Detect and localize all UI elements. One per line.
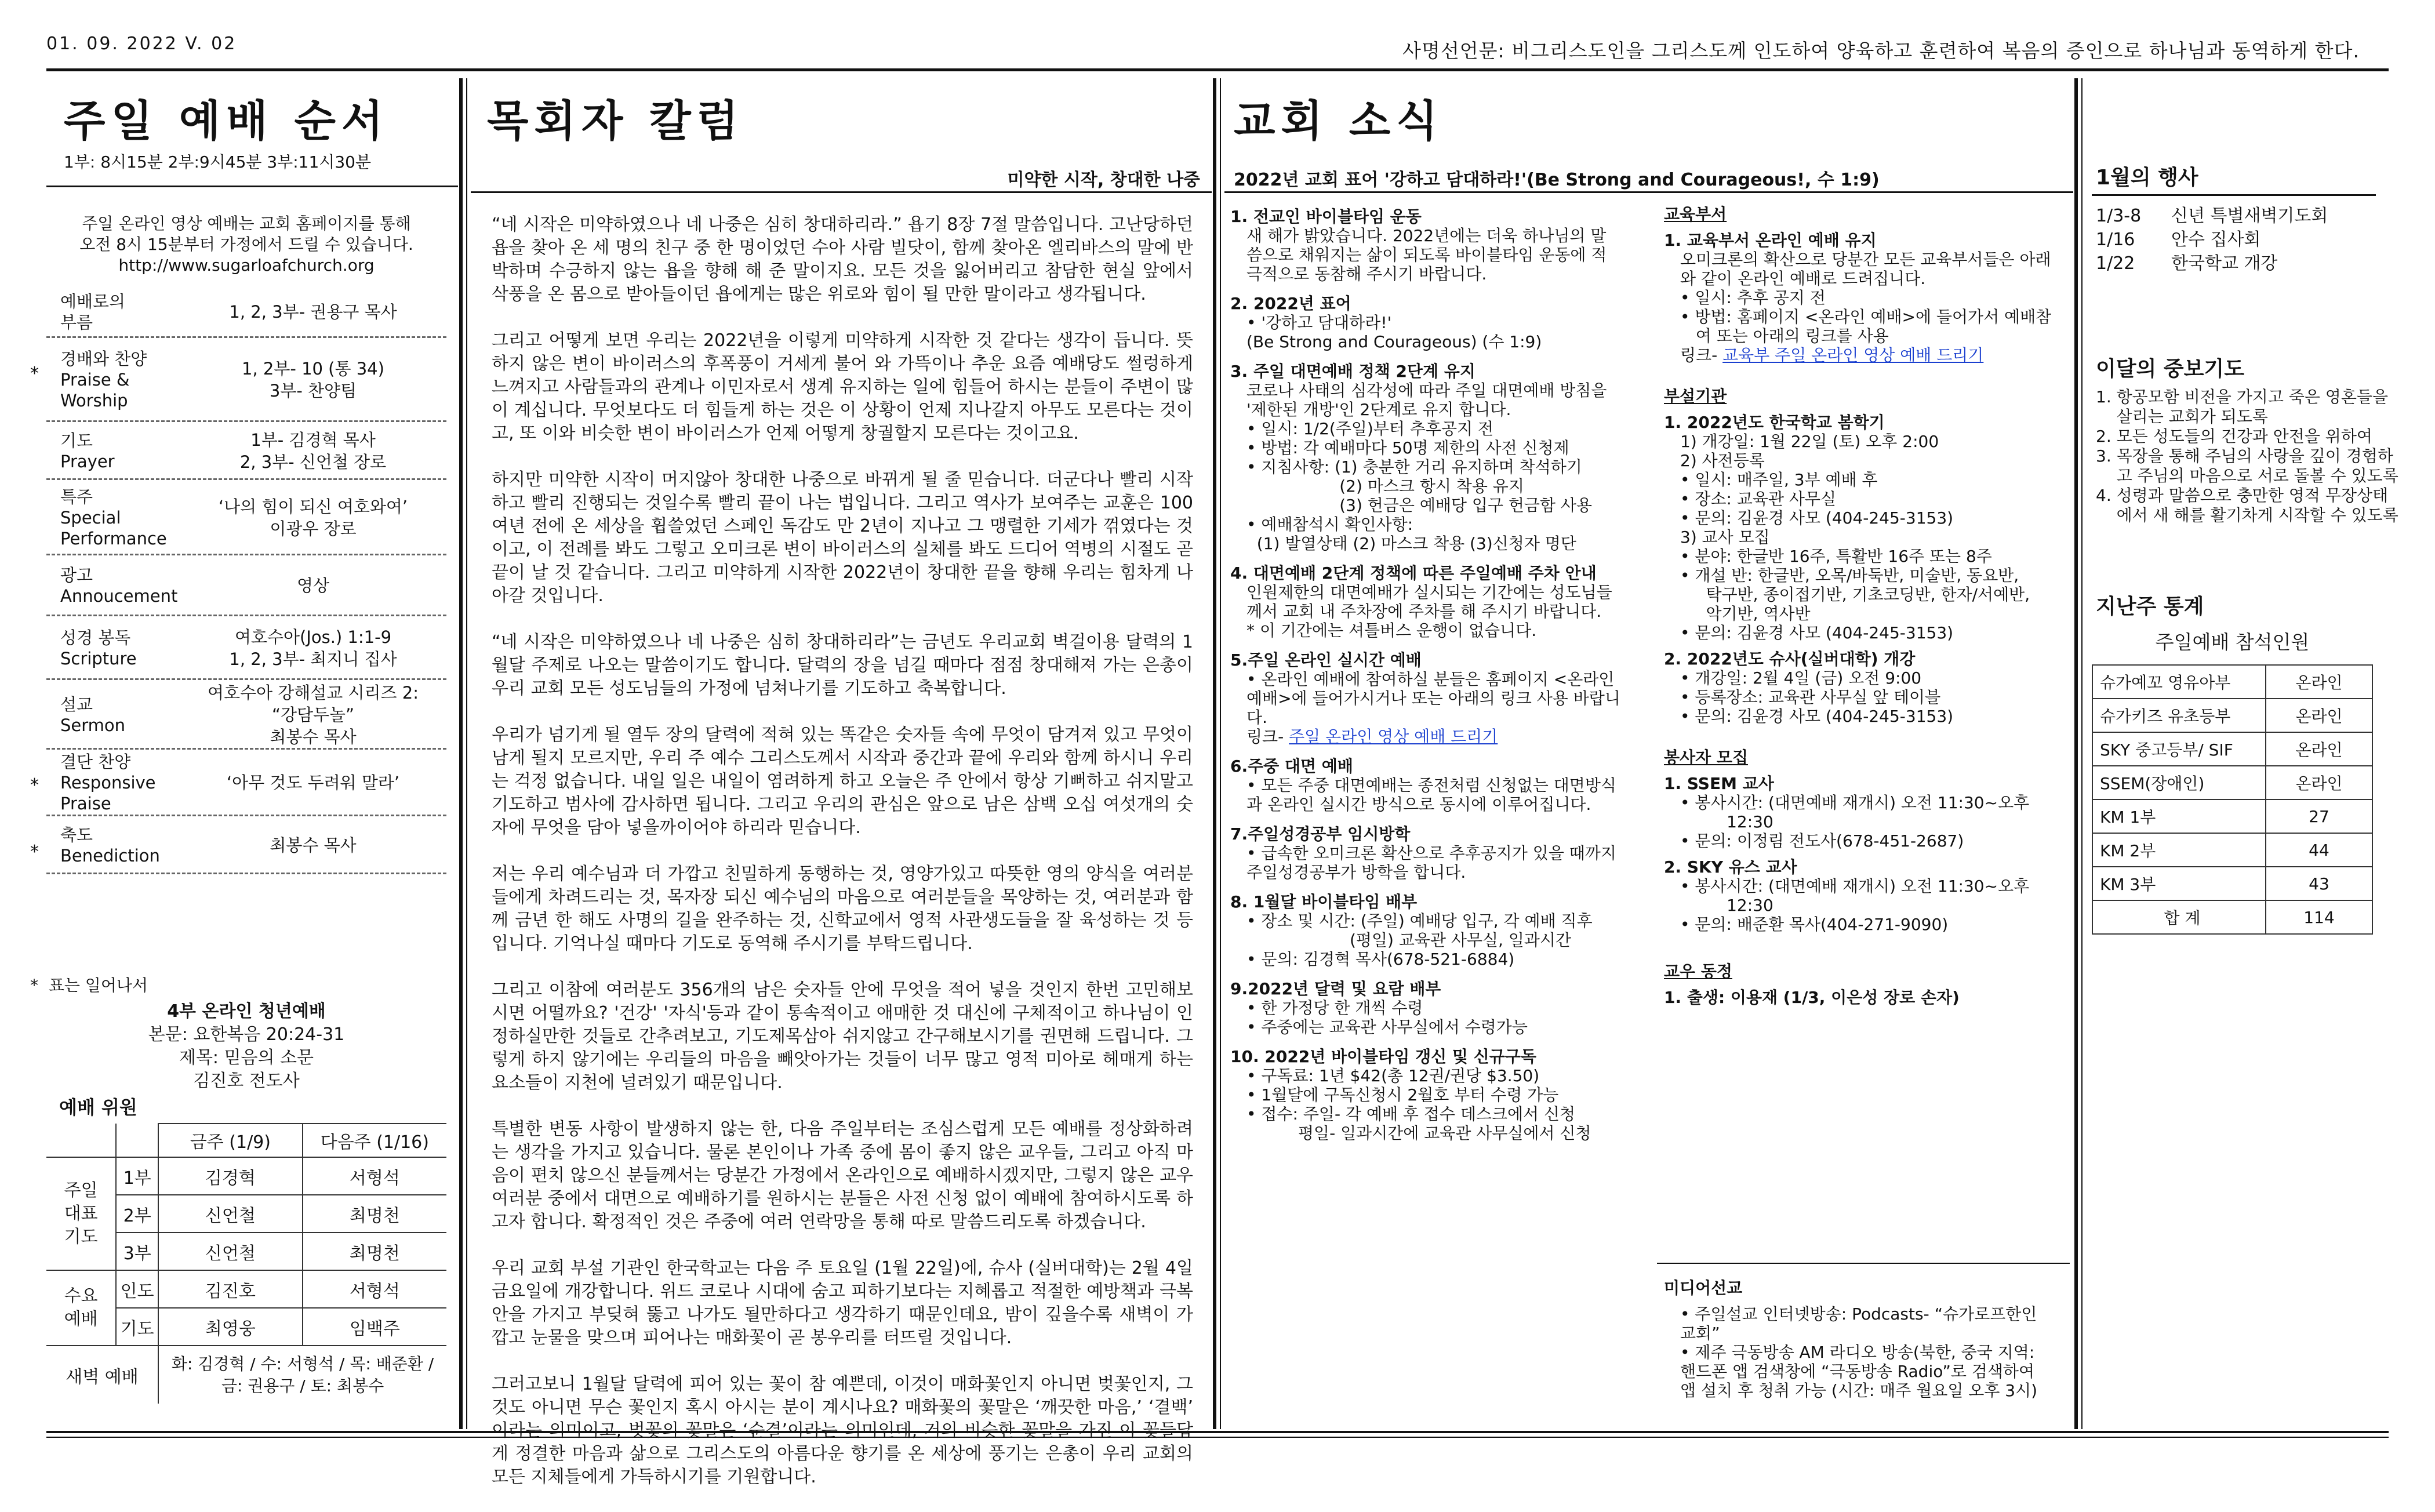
text-line: 앱 설치 후 청취 가능 (시간: 매주 월요일 오후 3시) (1680, 1381, 2038, 1400)
text-line: 과 온라인 실시간 방식으로 동시에 이루어집니다. (1246, 795, 1591, 814)
event-text: 한국학교 개강 (2171, 253, 2278, 274)
committee-table (46, 1123, 446, 1404)
stand-note (30, 973, 148, 996)
news-right (1664, 200, 2070, 1007)
media-title: 미디어선교 (1664, 1278, 1743, 1297)
order-label-line: 설교 (60, 694, 93, 714)
order-label (60, 291, 125, 333)
news-item-heading: 7.주일성경공부 임시방학 (1230, 824, 1411, 844)
order-label-line: Scripture (60, 648, 137, 668)
column-divider-thin (466, 78, 467, 1429)
online-notice (46, 213, 446, 276)
stats-label: SKY 중고등부/ SIF (2092, 732, 2266, 766)
news-section-title: 교육부서 (1664, 205, 1727, 224)
text-line: 오미크론의 확산으로 당분간 모든 교육부서들은 아래 (1680, 250, 2051, 269)
spacer (1230, 640, 1653, 644)
event-text: 안수 집사회 (2171, 230, 2261, 250)
stats-label: SSEM(장애인) (2092, 766, 2266, 799)
news-title: 교회 소식 (1234, 96, 1444, 146)
spacer (1230, 553, 1653, 557)
order-row (46, 751, 446, 816)
column-subtitle: 미약한 시작, 창대한 나중 (1007, 170, 1200, 190)
committee-part: 3부 (116, 1233, 158, 1270)
committee-cell: 서형석 (303, 1157, 446, 1195)
order-value (191, 682, 435, 748)
church-motto: 2022년 교회 표어 '강하고 담대하라!'(Be Strong and Courageous!, 수 1:9) (1234, 170, 1880, 190)
order-label-line: Sermon (60, 715, 126, 735)
news-item-heading: 1. 교육부서 온라인 예배 유지 (1664, 231, 1877, 250)
order-label-line: Performance (60, 528, 167, 548)
events-list (2096, 204, 2374, 275)
order-value-line: “강담두놀” (271, 704, 355, 725)
stats-row (2092, 732, 2372, 766)
order-value-line: 1, 2, 3부- 권용구 목사 (229, 301, 397, 322)
committee-part: 1부 (116, 1157, 158, 1195)
youth-worship-preacher: 김진호 전도사 (193, 1071, 300, 1091)
order-label-line: Worship (60, 391, 128, 410)
spacer (1230, 1037, 1653, 1040)
link-label: 링크- (1246, 727, 1289, 746)
text-line: 새 해가 밝았습니다. 2022년에는 더욱 하나님의 말 (1246, 226, 1607, 245)
star-mark: * (30, 364, 39, 384)
column-divider (2074, 78, 2078, 1429)
online-notice-line: 주일 온라인 영상 예배는 교회 홈페이지를 통해 (82, 214, 411, 233)
stand-note-text: 표는 일어나서 (48, 976, 148, 995)
text-line: 2) 사전등록 (1680, 451, 1765, 470)
spacer (1664, 934, 2070, 957)
order-label-line: 성경 봉독 (60, 627, 131, 648)
text-line: 주일성경공부가 방학을 합니다. (1246, 863, 1466, 882)
spacer (1230, 746, 1653, 750)
bullet-item: • 등록장소: 교육관 사무실 앞 테이블 (1664, 688, 2070, 707)
stats-value: 온라인 (2266, 766, 2372, 799)
order-label (60, 348, 147, 411)
prayer-line: 에서 새 해를 활기차게 시작할 수 있도록 (2096, 506, 2398, 525)
order-value-line: 1부- 김경혁 목사 (250, 430, 376, 450)
order-value-line: 최봉수 목사 (270, 726, 357, 747)
column-body (492, 213, 1193, 1512)
bullet-item: • 제주 극동방송 AM 라디오 방송(북한, 중국 지역: (1664, 1343, 2070, 1362)
stats-value: 온라인 (2266, 665, 2372, 699)
stats-label: KM 2부 (2092, 833, 2266, 867)
bullet-item: • 문의: 김윤경 사모 (404-245-3153) (1664, 508, 2070, 528)
order-label-line: Praise & (60, 370, 130, 390)
bullet-item: • 장소 및 시간: (주일) 예배당 입구, 각 예배 직후 (1230, 911, 1653, 931)
order-label-line: 특주 (60, 486, 93, 507)
event-date: 1/16 (2096, 230, 2135, 250)
news-left (1230, 200, 1653, 1146)
link-line (1664, 346, 2070, 365)
text-line: 12:30 (1680, 812, 1773, 831)
news-item-heading: 10. 2022년 바이블타임 갱신 및 신규구독 (1230, 1047, 1536, 1066)
order-value-line: 2, 3부- 신언철 장로 (239, 452, 387, 472)
order-label-line: Prayer (60, 451, 115, 471)
event-date: 1/22 (2096, 253, 2135, 274)
news-item-heading: 1. SSEM 교사 (1664, 774, 1774, 793)
column-paragraph: 그리고 이참에 여러분도 356개의 남은 숫자들 안에 무엇을 적어 넣을 것인지 한번 고민해보시면 어떨까요? '건강' '자식'등과 같이 통속적이고 애매한 것 대신에 구체적이고 하나님이 인정하실만한 것들로 간추려보고, 기도제목삼아 쉬지않고 간구해보시기를 권면해 드립니다. 그렇게 하지 않기에는 우리들의 마음을 빼앗아가는 것들이 너무 많고 영적 미아로 헤매게 하는 요소들이 지천에 널려있기 때문입니다. (492, 980, 1193, 1093)
bullet-item: • 온라인 예배에 참여하실 분들은 홈페이지 <온라인 (1230, 670, 1653, 689)
bullet-item: • 주중에는 교육관 사무실에서 수령가능 (1230, 1017, 1653, 1037)
committee-group: 주일 대표 기도 (46, 1157, 116, 1270)
committee-cell: 최명천 (303, 1233, 446, 1270)
stats-value: 온라인 (2266, 699, 2372, 732)
event-text: 신년 특별새벽기도회 (2171, 206, 2328, 226)
order-value-line: 1, 2, 3부- 최지니 집사 (229, 649, 397, 669)
column-divider (1213, 78, 1216, 1429)
news-item-heading: 2. 2022년도 슈사(실버대학) 개강 (1664, 649, 1916, 668)
online-worship-link[interactable]: 주일 온라인 영상 예배 드리기 (1289, 727, 1498, 746)
bullet-item: • 모든 주중 대면예배는 종전처럼 신청없는 대면방식 (1230, 776, 1653, 795)
link-label: 링크- (1680, 346, 1723, 365)
order-value-line: 여호수아(Jos.) 1:1-9 (234, 627, 392, 647)
committee-title: 예배 위원 (59, 1096, 137, 1118)
committee-cell: 최명천 (303, 1195, 446, 1233)
spacer (1230, 284, 1653, 287)
order-value-line: 최봉수 목사 (270, 835, 357, 855)
youth-worship-title: 4부 온라인 청년예배 (167, 1001, 326, 1022)
committee-part: 2부 (116, 1195, 158, 1233)
order-value-line: 이광우 장로 (270, 518, 357, 539)
stats-value: 온라인 (2266, 732, 2372, 766)
event-date: 1/3-8 (2096, 206, 2142, 226)
committee-cell: 김경혁 (158, 1157, 303, 1195)
stats-row (2092, 766, 2372, 799)
column-rule (471, 191, 1212, 193)
order-label (60, 824, 160, 866)
order-label-line: 기도 (60, 430, 93, 450)
text-line: 와 같이 온라인 예배로 드려집니다. (1680, 269, 1926, 288)
spacer (1664, 726, 2070, 743)
youth-worship-subject: 제목: 믿음의 소문 (179, 1048, 314, 1068)
prayer-line: 1. 항공모함 비전을 가지고 죽은 영혼들을 (2096, 387, 2388, 406)
bottom-rule-thin (46, 1437, 2389, 1438)
order-label-line: Praise (60, 794, 111, 813)
order-value-line: ‘아무 것도 두려워 말라’ (226, 773, 400, 793)
stats-row (2092, 833, 2372, 867)
spacer (1230, 351, 1653, 355)
order-label-line: 경배와 찬양 (60, 349, 147, 369)
text-line: (1) 발열상태 (2) 마스크 착용 (3)신청자 명단 (1246, 534, 1576, 553)
online-notice-line: 오전 8시 15분부터 가정에서 드릴 수 있습니다. (79, 235, 413, 254)
bullet-item: • 접수: 주일- 각 예배 후 접수 데스크에서 신청 (1230, 1104, 1653, 1124)
bullet-item: • 지침사항: (1) 충분한 거리 유지하며 착석하기 (1230, 457, 1653, 477)
committee-cell: 최영웅 (158, 1308, 303, 1346)
text-line: 교회” (1680, 1324, 1720, 1343)
stats-label: 합 계 (2092, 900, 2266, 934)
stats-title: 지난주 통계 (2096, 595, 2204, 619)
dawn-label: 새벽 예배 (46, 1346, 158, 1404)
bullet-item: • 문의: 김경혁 목사(678-521-6884) (1230, 950, 1653, 969)
order-value-line: 영상 (296, 576, 330, 595)
order-label (60, 486, 167, 549)
text-line: (3) 헌금은 예배당 입구 헌금함 사용 (1246, 496, 1592, 515)
news-section-title: 교우 동정 (1664, 962, 1732, 981)
church-website-link[interactable]: http://www.sugarloafchurch.org (118, 256, 375, 275)
text-line: 다. (1246, 708, 1267, 727)
stats-subtitle: 주일예배 참석인원 (2155, 631, 2310, 653)
prayer-line: 살리는 교회가 되도록 (2096, 407, 2268, 426)
text-line: 코로나 사태의 심각성에 따라 주일 대면예배 방침을 (1246, 381, 1607, 400)
order-row (46, 339, 446, 422)
column-paragraph: 하지만 미약한 시작이 머지않아 창대한 나중으로 바뀌게 될 줄 믿습니다. 더군다나 빨리 시작하고 빨리 진행되는 것일수록 빨리 끝이 나는 법입니다. 그리고 역사가 보여주는 교훈은 100여년 전에 온 세상을 휩쓸었던 스페인 독감도 만 2년이 지나고 그 맹렬한 기세가 꺾였다는 것이고, 이 전례를 봐도 그렇고 오미크론 변이 바이러스의 실체를 봐도 드디어 역병의 시절도 곧 끝이 날 것 같습니다. 그리고 미약하게 시작한 2022년이 창대한 끝을 향해 우리는 힘차게 나아갈 것입니다. (492, 470, 1193, 606)
event-row (2096, 204, 2374, 228)
spacer (1230, 882, 1653, 885)
worship-rule (46, 186, 458, 187)
news-item-heading: 4. 대면예배 2단계 정책에 따른 주일예배 주차 안내 (1230, 564, 1597, 583)
stats-value: 43 (2266, 867, 2372, 900)
column-divider (459, 78, 463, 1429)
mission-statement: 사명선언문: 비그리스도인을 그리스도께 인도하여 양육하고 훈련하여 복음의 증인으로 하나님과 동역하게 한다. (1402, 39, 2360, 62)
text-line: 악기반, 역사반 (1680, 604, 1811, 623)
order-label-line: Responsive (60, 773, 156, 793)
order-value (191, 358, 435, 402)
dawn-line: 금: 권용구 / 토: 최봉수 (221, 1376, 384, 1395)
text-line: 인원제한의 대면예배가 실시되는 기간에는 성도님들 (1246, 583, 1612, 602)
order-label-line: Benediction (60, 845, 160, 866)
order-value (191, 301, 435, 323)
column-paragraph: 그러고보니 1월달 달력에 피어 있는 꽃이 참 예쁜데, 이것이 매화꽃인지 아니면 벚꽃인지, 그것도 아니면 무슨 꽃인지 혹시 아시는 분이 계시나요? 매화꽃의 꽃말은 ‘깨끗한 마음,’ ‘결백’ 이라는 의미이고, 벚꽃의 꽃말은 ‘순결’이라는 의미인데, 거의 비슷한 꽃말을 가진 이 꽃들답게 정결한 마음과 삶으로 그리스도의 아름다운 향기를 온 세상에 풍기는 은총이 우리 교회의 모든 지체들에게 가득하시기를 기원합니다. (492, 1374, 1193, 1487)
bullet-item: • 예배참석시 확인사항: (1230, 515, 1653, 534)
event-row (2096, 228, 2374, 252)
order-value-line: 1, 2부- 10 (통 34) (242, 359, 384, 379)
link-line (1230, 727, 1653, 746)
order-row (46, 423, 446, 480)
bullet-item: • 문의: 이정림 전도사(678-451-2687) (1664, 831, 2070, 850)
order-label (60, 751, 156, 814)
column-paragraph: 우리가 넘기게 될 열두 장의 달력에 적혀 있는 똑같은 숫자들 속에 무엇이 담겨져 있고 무엇이 남게 될지 모르지만, 우리 주 예수 그리스도께서 시작과 중간과 끝에 우리와 함께 하시니 우리는 걱정 없습니다. 내일 일은 내일이 염려하게 하고 오늘은 주 안에서 항상 기뻐하고 쉬지말고 기도하고 범사에 감사하면 됩니다. 그리고 우리의 관심은 앞으로 남은 삼백 오십 여섯개의 숫자에 무엇을 담아 넣을까이어야 하리라 믿습니다. (492, 725, 1193, 838)
text-line: * 이 기간에는 셔틀버스 운행이 없습니다. (1246, 621, 1537, 640)
order-label-line: Special (60, 507, 121, 528)
text-line: 3) 교사 모집 (1680, 528, 1770, 547)
bullet-item: • 방법: 홈페이지 <온라인 예배>에 들어가서 예배참 (1664, 307, 2070, 326)
online-worship-link[interactable]: 교육부 주일 온라인 영상 예배 드리기 (1722, 346, 1984, 365)
news-item-heading: 8. 1월달 바이블타임 배부 (1230, 892, 1418, 911)
news-item-heading: 2. SKY 유스 교사 (1664, 857, 1797, 877)
text-line: 씀으로 채워지는 삶이 되도록 바이블타임 운동에 적 (1246, 245, 1607, 264)
order-label-line: 축도 (60, 824, 93, 845)
spacer (1230, 969, 1653, 972)
news-item-heading: 1. 2022년도 한국학교 봄학기 (1664, 413, 1885, 432)
order-value (191, 626, 435, 670)
text-line: 여 또는 아래의 링크를 사용 (1680, 326, 1889, 346)
news-item-heading: 2. 2022년 표어 (1230, 294, 1351, 313)
stats-label: KM 1부 (2092, 799, 2266, 833)
committee-header: 금주 (1/9) (158, 1124, 303, 1157)
bullet-item: • 봉사시간: (대면예배 재개시) 오전 11:30~오후 (1664, 877, 2070, 896)
bullet-item: • 방법: 각 예배마다 50명 제한의 사전 신청제 (1230, 438, 1653, 457)
order-row (46, 617, 446, 680)
text-line: 극적으로 동참해 주시기 바랍니다. (1246, 264, 1487, 284)
bullet-item: • 문의: 김윤경 사모 (404-245-3153) (1664, 707, 2070, 726)
order-label-line: 부름 (60, 312, 93, 332)
bullet-item: • 개강일: 2월 4일 (금) 오전 9:00 (1664, 668, 2070, 688)
committee-cell: 신언철 (158, 1233, 303, 1270)
stats-label: 슈가키즈 유초등부 (2092, 699, 2266, 732)
text-line: 1) 개강일: 1월 22일 (토) 오후 2:00 (1680, 432, 1939, 451)
committee-corner (46, 1124, 116, 1157)
order-row (46, 287, 446, 338)
order-label-line: 결단 찬양 (60, 752, 131, 772)
column-paragraph: 우리 교회 부설 기관인 한국학교는 다음 주 토요일 (1월 22일)에, 슈사 (실버대학)는 2월 4일 금요일에 개강합니다. 위드 코로나 시대에 숨고 피하기보다는 지혜롭고 적절한 예방책과 극복안을 가지고 부딪혀 뚫고 나가도 될만하다고 생각하기 때문인데요, 밤이 깊을수록 새벽이 가깝고 눈물을 맞으며 피어나는 매화꽃이 곧 봉우리를 터뜨릴 것입니다. (492, 1258, 1193, 1348)
bullet-item: • 봉사시간: (대면예배 재개시) 오전 11:30~오후 (1664, 793, 2070, 812)
worship-title: 주일 예배 순서 (64, 96, 389, 146)
committee-cell: 서형석 (303, 1270, 446, 1308)
bullet-item: • 문의: 김윤경 사모 (404-245-3153) (1664, 623, 2070, 642)
bullet-item: • 주일설교 인터넷방송: Podcasts- “슈가로프한인 (1664, 1304, 2070, 1324)
order-label-line: 광고 (60, 565, 93, 585)
bullet-item: • '강하고 담대하라!' (1230, 313, 1653, 332)
text-line: 탁구반, 종이접기반, 기초코딩반, 한자/서예반, (1680, 585, 2030, 604)
bullet-item: • 급속한 오미크론 확산으로 추후공지가 있을 때까지 (1230, 844, 1653, 863)
committee-part: 기도 (116, 1308, 158, 1346)
spacer (1664, 365, 2070, 382)
committee-cell: 신언철 (158, 1195, 303, 1233)
stats-row (2092, 665, 2372, 699)
column-paragraph: 특별한 변동 사항이 발생하지 않는 한, 다음 주일부터는 조심스럽게 모든 예배를 정상화하려는 생각을 가지고 있습니다. 물론 본인이나 가족 중에 몸이 좋지 않은 교우들, 그리고 아직 마음이 편치 않으신 분들께서는 당분간 가정에서 온라인으로 예배하시겠지만, 그렇지 않은 교우 여러분 중에서 대면으로 예배하기를 원하시는 분들은 사전 신청 없이 예배에 참여하시도록 하고자 합니다. 확정적인 것은 주중에 여러 연락망을 통해 따로 말씀드리도록 하겠습니다. (492, 1119, 1193, 1232)
bullet-item: • 분야: 한글반 16주, 특활반 16주 또는 8주 (1664, 547, 2070, 566)
column-paragraph: “네 시작은 미약하였으나 네 나중은 심히 창대하리라.” 욥기 8장 7절 말씀입니다. 고난당하던 욥을 찾아 온 세 명의 친구 중 한 명이었던 수아 사람 빌닷이, 함께 찾아온 엘리바스의 말에 반박하며 수긍하지 않는 욥을 향해 해 준 말이지요. 모든 것을 잃어버리고 참담한 현실 앞에서 삭풍을 온 몸으로 받아들이던 욥에게는 많은 위로와 힘이 될 만한 말이라고 생각됩니다. (492, 215, 1193, 304)
order-row (46, 817, 446, 874)
committee-part: 인도 (116, 1270, 158, 1308)
bullet-item: • 일시: 1/2(주일)부터 추후공지 전 (1230, 419, 1653, 438)
prayer-list (2096, 387, 2398, 525)
stats-label: 슈가예꼬 영유아부 (2092, 665, 2266, 699)
bullet-item: • 장소: 교육관 사무실 (1664, 489, 2070, 508)
order-label (60, 627, 137, 669)
events-title: 1월의 행사 (2096, 166, 2198, 190)
dawn-line: 화: 김경혁 / 수: 서형석 / 목: 배준환 / (171, 1354, 434, 1373)
dawn-schedule (158, 1346, 446, 1404)
star-mark: * (30, 775, 39, 795)
news-item-heading: 9.2022년 달력 및 요람 배부 (1230, 979, 1441, 998)
stats-value: 114 (2266, 900, 2372, 934)
prayer-title: 이달의 중보기도 (2096, 357, 2244, 381)
prayer-line: 3. 목장을 통해 주님의 사랑을 깊이 경험하 (2096, 446, 2393, 466)
media-rule (1657, 1263, 2070, 1264)
news-rule (1224, 191, 2073, 193)
committee-corner (116, 1124, 158, 1157)
order-value-line: ‘나의 힘이 되신 여호와여’ (218, 496, 408, 517)
text-line: 핸드폰 앱 검색창에 “극동방송 Radio”로 검색하여 (1680, 1362, 2035, 1381)
stats-table (2092, 664, 2373, 935)
column-divider-thin (1220, 78, 1221, 1429)
news-section-title: 부설기관 (1664, 387, 1727, 406)
committee-cell: 김진호 (158, 1270, 303, 1308)
bullet-item: • 개설 반: 한글반, 오목/바둑반, 미술반, 동요반, (1664, 566, 2070, 585)
order-row (46, 557, 446, 616)
spacer (1230, 1143, 1653, 1146)
order-label-line: 예배로의 (60, 291, 126, 311)
text-line: '제한된 개방'인 2단계로 유지 합니다. (1246, 400, 1511, 419)
stats-row (2092, 799, 2372, 833)
bullet-item: • 문의: 배준환 목사(404-271-9090) (1664, 915, 2070, 934)
bullet-item: • 한 가정당 한 개씩 수령 (1230, 998, 1653, 1017)
stats-row (2092, 699, 2372, 732)
prayer-line: 고 주님의 마음으로 서로 돌볼 수 있도록 (2096, 466, 2398, 485)
committee-group: 수요 예배 (46, 1270, 116, 1346)
event-row (2096, 252, 2374, 275)
prayer-line: 4. 성령과 말씀으로 충만한 영적 무장상태 (2096, 486, 2388, 505)
spacer (1230, 814, 1653, 817)
text-line: 께서 교회 내 주차장에 주차를 해 주시기 바랍니다. (1246, 602, 1602, 621)
order-value-line: 3부- 찬양팀 (269, 381, 357, 401)
text-line: 평일- 일과시간에 교육관 사무실에서 신청 (1246, 1124, 1591, 1143)
committee-cell: 임백주 (303, 1308, 446, 1346)
order-row (46, 481, 446, 555)
text-line: 예배>에 들어가시거나 또는 아래의 링크 사용 바랍니 (1246, 689, 1620, 708)
stats-label: KM 3부 (2092, 867, 2266, 900)
star-mark: * (30, 842, 39, 862)
order-value (191, 429, 435, 473)
column-paragraph: 그리고 어떻게 보면 우리는 2022년을 이렇게 미약하게 시작한 것 같다는 생각이 듭니다. 뜻하지 않은 변이 바이러스의 후폭풍이 거세게 불어 와 가뜩이나 추운 요즘 예배당도 썰렁하게 느껴지고 사람들과의 관계나 이민자로서 생계 유지하는 일에 힘들어 하시는 분들이 주변이 많이 계십니다. 무엇보다도 더 힘들게 하는 것은 이 상황이 언제 지나갈지 아무도 모른다는 것이고, 또 이와 비슷한 변이 바이러스가 언제 어떻게 창궐할지 모른다는 것이고요. (492, 330, 1193, 444)
order-value (191, 772, 435, 794)
prayer-line: 2. 모든 성도들의 건강과 안전을 위하여 (2096, 427, 2372, 446)
news-item-heading: 1. 출생: 이용재 (1/3, 이은성 장로 손자) (1664, 988, 1960, 1007)
column-title: 목회자 칼럼 (487, 96, 744, 146)
order-row (46, 681, 446, 750)
news-item-heading: 6.주중 대면 예배 (1230, 757, 1353, 776)
order-label-line: Annoucement (60, 586, 178, 606)
column-divider-thin (2081, 78, 2083, 1429)
order-value (191, 834, 435, 856)
bullet-item: • 일시: 추후 공지 전 (1664, 288, 2070, 307)
text-line: (2) 마스크 항시 착용 유지 (1246, 477, 1524, 496)
bullet-item: • 1월달에 구독신청시 2월호 부터 수령 가능 (1230, 1085, 1653, 1104)
news-section-title: 봉사자 모집 (1664, 748, 1748, 767)
edition-date: 01. 09. 2022 V. 02 (46, 34, 237, 54)
bottom-rule (46, 1431, 2389, 1433)
order-value-line: 여호수아 강해설교 시리즈 2: (207, 682, 419, 703)
text-line: 12:30 (1680, 896, 1773, 915)
media-list (1664, 1304, 2070, 1400)
text-line: (Be Strong and Courageous) (수 1:9) (1246, 332, 1542, 351)
committee-header: 다음주 (1/16) (303, 1124, 446, 1157)
stats-value: 44 (2266, 833, 2372, 867)
order-value (191, 575, 435, 597)
youth-worship-text: 본문: 요한복음 20:24-31 (148, 1024, 345, 1045)
order-label (60, 694, 125, 736)
order-value (191, 496, 435, 540)
order-label (60, 565, 177, 606)
events-rule (2092, 194, 2376, 196)
bullet-item: • 일시: 매주일, 3부 예배 후 (1664, 470, 2070, 489)
stats-row (2092, 900, 2372, 934)
top-rule (46, 68, 2389, 71)
stats-value: 27 (2266, 799, 2372, 833)
stats-row (2092, 867, 2372, 900)
news-item-heading: 5.주일 온라인 실시간 예배 (1230, 650, 1422, 670)
order-label (60, 430, 115, 472)
column-paragraph: “네 시작은 미약하였으나 네 나중은 심히 창대하리라”는 금년도 우리교회 벽걸이용 달력의 1월달 주제로 나오는 말씀이기도 합니다. 달력의 장을 넘길 때마다 점점 창대해져 가는 은총이 우리 교회 모든 성도님들의 가정에 넘쳐나기를 기도하고 축복합니다. (492, 632, 1193, 699)
news-item-heading: 1. 전교인 바이블타임 운동 (1230, 207, 1422, 226)
news-item-heading: 3. 주일 대면예배 정책 2단계 유지 (1230, 362, 1475, 381)
column-paragraph: 저는 우리 예수님과 더 가깝고 친밀하게 동행하는 것, 영양가있고 따뜻한 영의 양식을 여러분들에게 차려드리는 것, 목자장 되신 예수님의 마음으로 여러분들을 목양하는 것, 여러분과 함께 금년 한 해도 사명의 길을 완주하는 것, 신학교에서 영적 사관생도들을 잘 육성하는 것 등 입니다. 기억나실 때마다 기도로 동역해 주시기를 부탁드립니다. (492, 864, 1193, 954)
worship-times: 1부: 8시15분 2부:9시45분 3부:11시30분 (64, 152, 372, 172)
star-mark: * (30, 976, 38, 995)
bullet-item: • 구독료: 1년 $42(총 12권/권당 $3.50) (1230, 1066, 1653, 1085)
text-line: (평일) 교육관 사무실, 일과시간 (1246, 931, 1572, 950)
youth-worship (46, 1000, 446, 1093)
